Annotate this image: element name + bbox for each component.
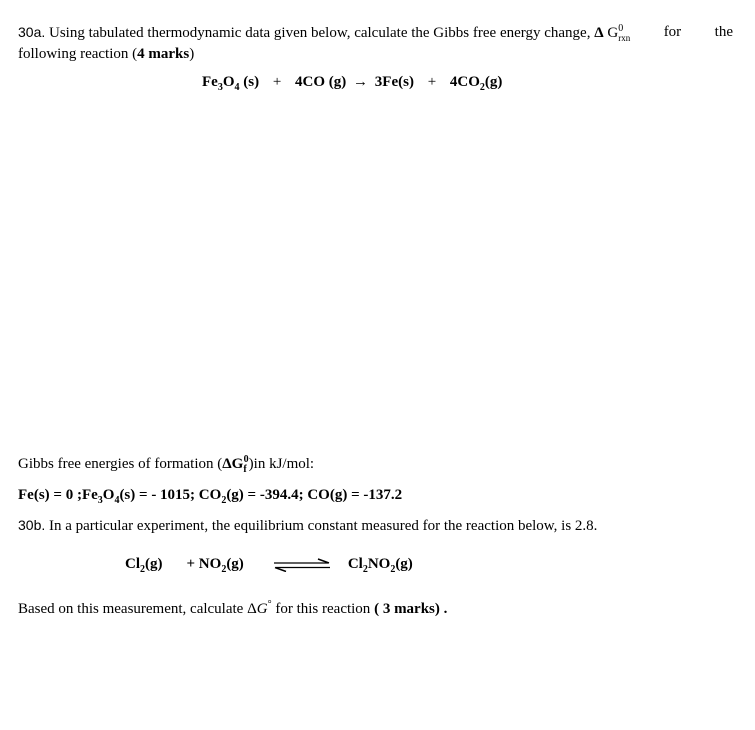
marks-label: 3 marks	[382, 601, 435, 617]
question-number: 30b.	[18, 517, 46, 533]
question-text: In a particular experiment, the equilibrium constant measured for the reaction below, is 2.8.	[49, 518, 598, 534]
question-30a	[18, 22, 733, 65]
gibbs-label: Gibbs free energies of formation $(\Delta G_f^0)in$ kJ/mol:	[18, 454, 315, 475]
equilibrium-arrow-icon	[272, 558, 332, 572]
question-number: 30a.	[18, 24, 46, 40]
for-word: for	[663, 24, 682, 40]
delta-symbol: Δ	[594, 25, 604, 41]
question-30a-line1: 30a. Using tabulated thermodynamic data given below, calculate the Gibbs free energy change, Δ $G^0_{rxn}$ for the	[18, 23, 733, 43]
marks-label: 4 marks	[137, 46, 190, 62]
g-symbol: G	[607, 25, 619, 41]
question-30a-line2: following reaction (4 marks)	[18, 46, 195, 62]
delta-symbol: Δ	[247, 601, 257, 617]
reaction-1: $Fe_3O_4$ (s) + 4CO $(g) \to 3Fe(s) + 4CO_2(g)$	[202, 74, 503, 93]
question-text: Using tabulated thermodynamic data given below, calculate the Gibbs free energy change,	[49, 25, 591, 41]
question-30b-instruction: Based on this measurement, calculate ΔG° for this reaction ( 3 marks) .	[18, 599, 448, 617]
gibbs-values: Fe(s) = 0 $;Fe_3O_4(s)$ = - 1015; $CO_2(g) = -394.4$; CO(g) = -137.2	[18, 487, 403, 506]
reaction-2: $Cl_2(g)$ + $NO_2(g)$ $Cl_2NO_2(g)$	[125, 556, 413, 575]
question-30b	[18, 517, 597, 535]
reaction-arrow-icon: →	[353, 74, 369, 90]
the-word: the	[714, 24, 733, 40]
